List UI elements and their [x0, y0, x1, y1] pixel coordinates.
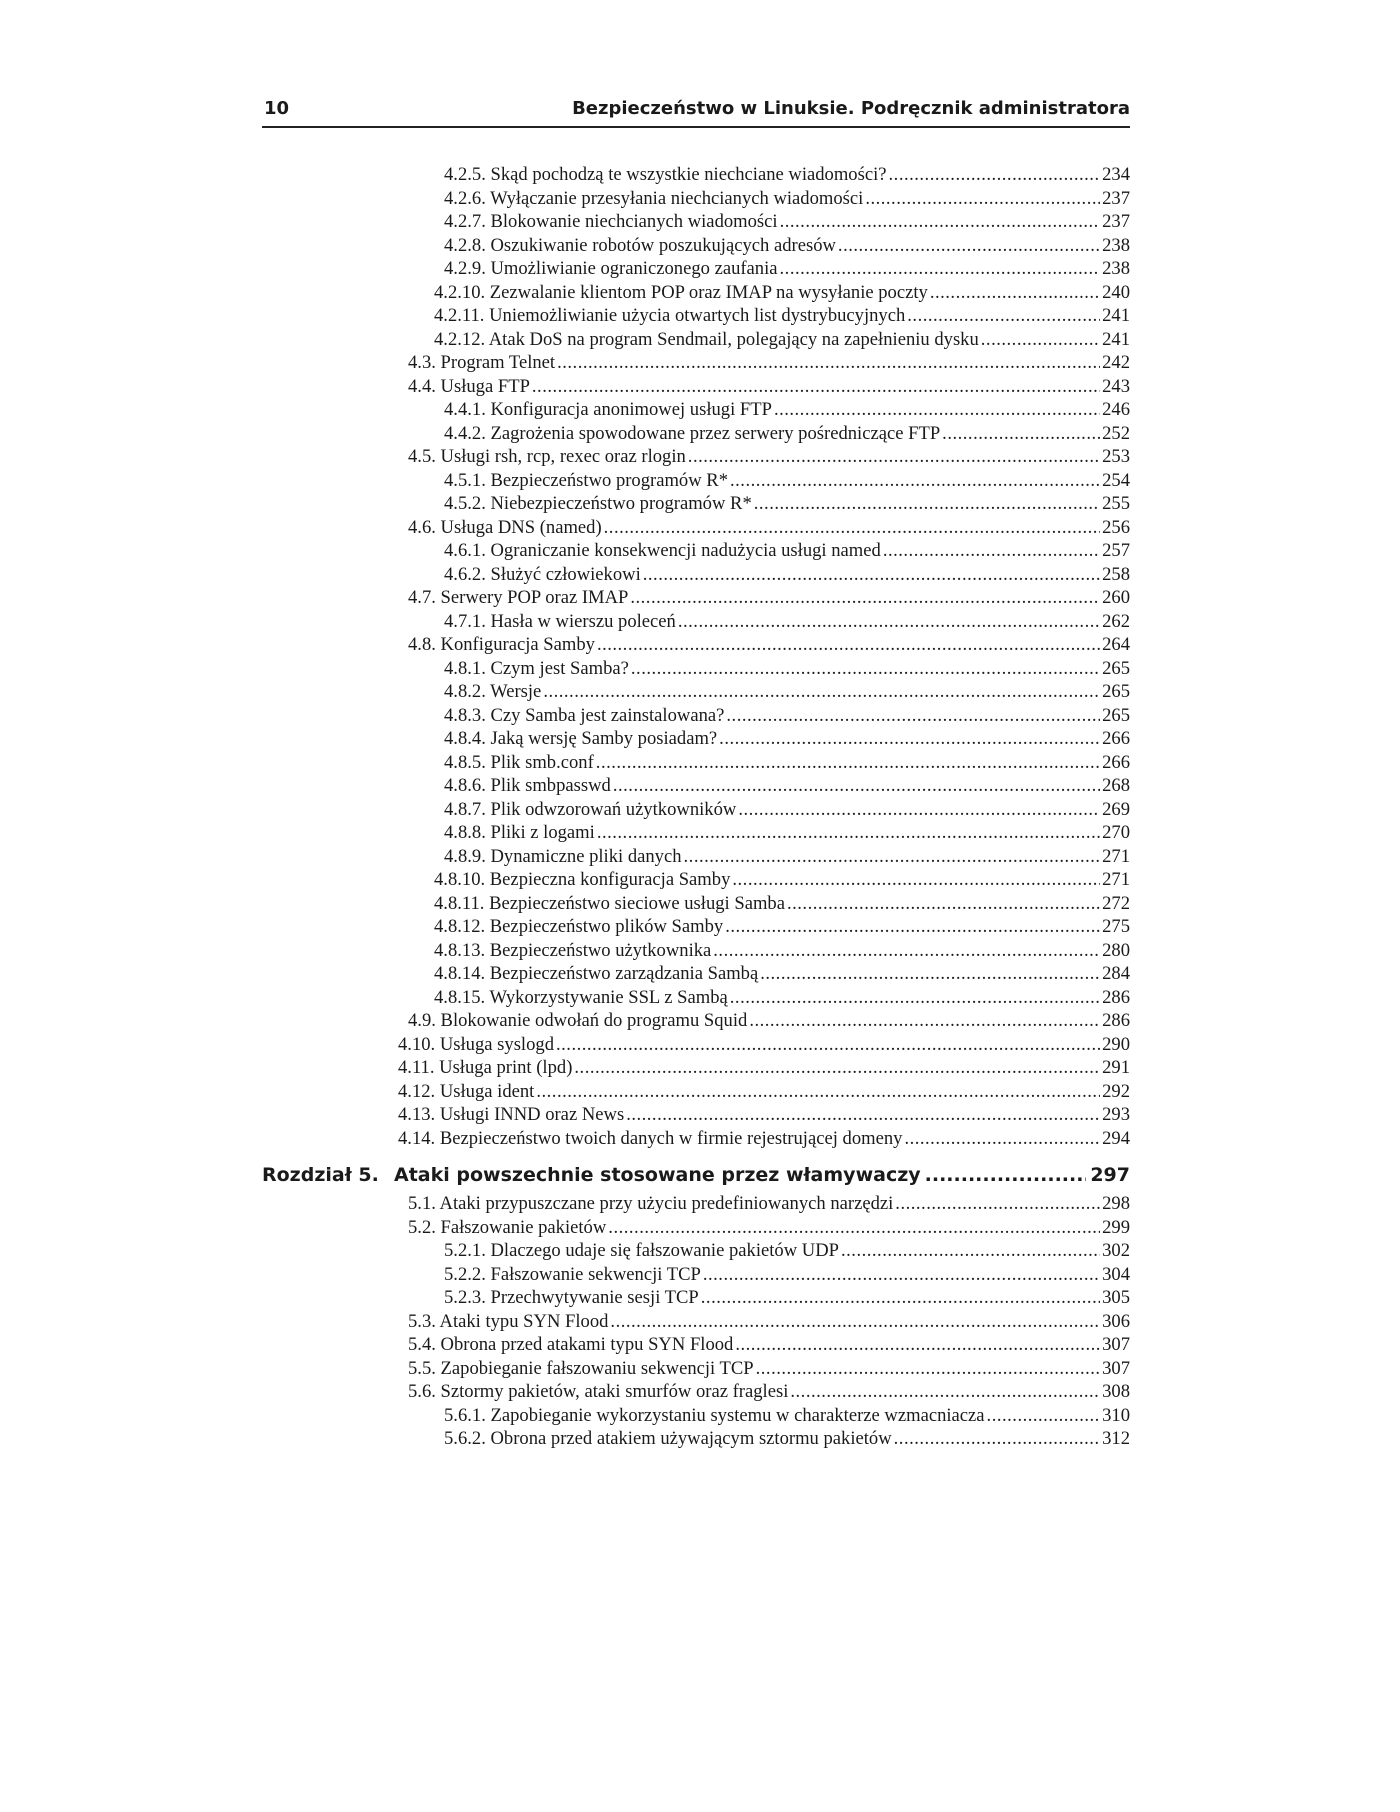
toc-page-number: 243	[1102, 375, 1130, 397]
toc-entry-title: 4.9. Blokowanie odwołań do programu Squid	[408, 1010, 748, 1031]
toc-entry	[262, 1056, 1130, 1080]
dot-leader	[688, 445, 1100, 469]
toc-page-number: 306	[1102, 1310, 1130, 1332]
toc-entry-title: 5.2. Fałszowanie pakietów	[408, 1216, 607, 1238]
toc-entry	[262, 633, 1130, 657]
toc-page-number: 264	[1102, 634, 1130, 655]
toc-entry	[262, 1310, 1130, 1334]
toc-page-number: 310	[1102, 1404, 1130, 1426]
dot-leader	[532, 375, 1100, 399]
toc-page-number: 298	[1102, 1193, 1130, 1214]
toc-entry	[262, 1333, 1130, 1357]
dot-leader	[735, 1333, 1100, 1357]
toc-entry	[262, 962, 1130, 986]
toc-entry	[262, 187, 1130, 211]
dot-leader	[730, 986, 1100, 1010]
toc-entry-title: 4.5.2. Niebezpieczeństwo programów R*	[444, 493, 752, 514]
toc-entry-title: 4.10. Usługa syslogd	[398, 1033, 554, 1055]
toc-page-number: 252	[1102, 422, 1130, 444]
toc-entry-title: 4.2.5. Skąd pochodzą te wszystkie niechciane wiadomości?	[444, 164, 887, 185]
toc-entry-title: 4.8.11. Bezpieczeństwo sieciowe usługi Samba	[434, 892, 785, 914]
toc-page-number: 290	[1102, 1033, 1130, 1055]
toc-entry	[262, 516, 1130, 540]
chapter-title: Ataki powszechnie stosowane przez włamywaczy	[394, 1164, 921, 1186]
toc-entry-title: 4.6.2. Służyć człowiekowi	[444, 563, 641, 585]
toc-entry	[262, 1404, 1130, 1428]
toc-entry-title: 4.2.8. Oszukiwanie robotów poszukujących adresów	[444, 234, 836, 256]
dot-leader	[894, 1427, 1100, 1451]
toc-entry-title: 5.3. Ataki typu SYN Flood	[408, 1310, 609, 1332]
dot-leader	[626, 1103, 1100, 1127]
toc-entry	[262, 868, 1130, 892]
toc-entry	[262, 1216, 1130, 1240]
dot-leader	[841, 1239, 1100, 1263]
toc-entry-title: 4.7.1. Hasła w wierszu poleceń	[444, 610, 676, 632]
toc-page-number: 260	[1102, 587, 1130, 608]
toc-entry	[262, 586, 1130, 610]
dot-leader	[760, 962, 1100, 986]
toc-page-number: 258	[1102, 563, 1130, 585]
toc-entry	[262, 328, 1130, 352]
toc-page-number: 271	[1102, 869, 1130, 890]
toc-page-number: 308	[1102, 1381, 1130, 1402]
toc-entry-title: 4.2.7. Blokowanie niechcianych wiadomości	[444, 211, 778, 232]
toc-entry-title: 4.8.10. Bezpieczna konfiguracja Samby	[434, 869, 731, 890]
toc-page-number: 262	[1102, 610, 1130, 632]
dot-leader	[536, 1080, 1100, 1104]
toc-entry	[262, 680, 1130, 704]
dot-leader	[904, 1127, 1100, 1151]
toc-entry-title: 5.6. Sztormy pakietów, ataki smurfów oraz fraglesi	[408, 1381, 789, 1402]
toc-entry-title: 4.8.13. Bezpieczeństwo użytkownika	[434, 939, 712, 961]
toc-entry	[262, 798, 1130, 822]
toc-entry-title: 4.2.12. Atak DoS na program Sendmail, polegający na zapełnieniu dysku	[434, 328, 979, 350]
toc-entry-title: 4.8.15. Wykorzystywanie SSL z Sambą	[434, 986, 728, 1008]
dot-leader	[780, 210, 1101, 234]
toc-entry-title: 4.5. Usługi rsh, rcp, rexec oraz rlogin	[408, 446, 686, 467]
toc-entry	[262, 257, 1130, 281]
toc-entry-title: 5.2.1. Dlaczego udaje się fałszowanie pakietów UDP	[444, 1240, 839, 1261]
dot-leader	[942, 422, 1100, 446]
toc-entry-title: 4.8.7. Plik odwzorowań użytkowników	[444, 798, 737, 820]
toc-entry-title: 4.8. Konfiguracja Samby	[408, 634, 595, 655]
toc-entry-title: 4.11. Usługa print (lpd)	[398, 1057, 573, 1078]
toc-entry	[262, 1286, 1130, 1310]
dot-leader	[608, 1216, 1100, 1240]
toc-page-number: 241	[1102, 305, 1130, 326]
dot-leader	[907, 304, 1100, 328]
toc-entry	[262, 774, 1130, 798]
toc-page-number: 265	[1102, 681, 1130, 702]
toc-entry-title: 4.8.1. Czym jest Samba?	[444, 657, 629, 679]
toc-entry-title: 4.4. Usługa FTP	[408, 375, 530, 397]
dot-leader	[556, 1033, 1100, 1057]
toc-page-number: 266	[1102, 751, 1130, 773]
dot-leader	[597, 821, 1100, 845]
dot-leader	[678, 610, 1100, 634]
dot-leader	[604, 516, 1100, 540]
dot-leader	[597, 633, 1100, 657]
page-number: 10	[264, 98, 290, 119]
toc-entry	[262, 751, 1130, 775]
dot-leader	[630, 586, 1100, 610]
toc-entry	[262, 1009, 1130, 1033]
toc-page-number: 299	[1102, 1216, 1130, 1238]
dot-leader	[889, 163, 1101, 187]
toc-entry-title: 4.2.9. Umożliwianie ograniczonego zaufania	[444, 258, 778, 279]
toc-entry	[262, 469, 1130, 493]
toc-entry-title: 4.8.14. Bezpieczeństwo zarządzania Sambą	[434, 963, 759, 984]
toc-entry-title: 4.2.10. Zezwalanie klientom POP oraz IMAP na wysyłanie poczty	[434, 281, 928, 303]
toc-page-number: 254	[1102, 469, 1130, 491]
toc-page-number: 293	[1102, 1104, 1130, 1125]
toc-page-number: 270	[1102, 822, 1130, 843]
dot-leader	[557, 351, 1100, 375]
dot-leader	[713, 939, 1100, 963]
dot-leader	[703, 1263, 1100, 1287]
toc-page-number: 246	[1102, 399, 1130, 420]
toc-entry-title: 4.8.3. Czy Samba jest zainstalowana?	[444, 704, 725, 726]
toc-entry	[262, 304, 1130, 328]
dot-leader	[790, 1380, 1100, 1404]
toc-entry	[262, 375, 1130, 399]
dot-leader	[925, 1160, 1087, 1190]
toc-entry-title: 4.2.6. Wyłączanie przesyłania niechcianych wiadomości	[444, 187, 864, 209]
running-header	[262, 96, 1130, 128]
toc-page-number: 305	[1102, 1287, 1130, 1308]
toc-chapter-entry	[262, 1160, 1130, 1190]
dot-leader	[732, 868, 1100, 892]
toc-entry	[262, 281, 1130, 305]
toc-page-number: 304	[1102, 1263, 1130, 1285]
dot-leader	[730, 469, 1100, 493]
toc-entry	[262, 1103, 1130, 1127]
toc-page-number: 291	[1102, 1057, 1130, 1078]
toc-entry	[262, 939, 1130, 963]
toc-entry	[262, 704, 1130, 728]
toc-page-number: 297	[1090, 1164, 1130, 1186]
dot-leader	[725, 915, 1100, 939]
dot-leader	[631, 657, 1100, 681]
toc-entry	[262, 1380, 1130, 1404]
dot-leader	[596, 751, 1100, 775]
toc-entry-title: 5.6.1. Zapobieganie wykorzystaniu systemu w charakterze wzmacniacza	[444, 1404, 985, 1426]
toc-page-number: 265	[1102, 657, 1130, 679]
toc-entry	[262, 1080, 1130, 1104]
toc-entry-title: 4.13. Usługi INND oraz News	[398, 1104, 625, 1125]
toc-entry	[262, 163, 1130, 187]
toc-entry	[262, 1192, 1130, 1216]
toc-entry	[262, 657, 1130, 681]
toc-page-number: 294	[1102, 1127, 1130, 1149]
toc-page-number: 269	[1102, 798, 1130, 820]
dot-leader	[684, 845, 1101, 869]
dot-leader	[754, 492, 1100, 516]
toc-entry	[262, 915, 1130, 939]
toc-page-number: 241	[1102, 328, 1130, 350]
toc-entry-title: 4.14. Bezpieczeństwo twoich danych w firmie rejestrującej domeny	[398, 1127, 903, 1149]
dot-leader	[613, 774, 1100, 798]
toc-page-number: 292	[1102, 1080, 1130, 1102]
toc-entry	[262, 986, 1130, 1010]
dot-leader	[987, 1404, 1101, 1428]
toc-entry	[262, 1427, 1130, 1451]
dot-leader	[895, 1192, 1100, 1216]
toc-page-number: 268	[1102, 775, 1130, 796]
toc-entry	[262, 892, 1130, 916]
toc-page-number: 302	[1102, 1240, 1130, 1261]
toc-page-number: 237	[1102, 187, 1130, 209]
dot-leader	[719, 727, 1100, 751]
toc-entry	[262, 539, 1130, 563]
toc-entry-title: 4.8.4. Jaką wersję Samby posiadam?	[444, 728, 718, 749]
dot-leader	[749, 1009, 1100, 1033]
toc-entry-title: 4.7. Serwery POP oraz IMAP	[408, 587, 629, 608]
toc-page-number: 312	[1102, 1428, 1130, 1449]
toc-entry	[262, 727, 1130, 751]
dot-leader	[756, 1357, 1100, 1381]
toc-page-number: 240	[1102, 281, 1130, 303]
toc-page-number: 242	[1102, 352, 1130, 373]
toc-entry	[262, 492, 1130, 516]
toc-page-number: 253	[1102, 446, 1130, 467]
dot-leader	[930, 281, 1100, 305]
toc-entry-title: 5.2.2. Fałszowanie sekwencji TCP	[444, 1263, 701, 1285]
toc-entry-title: 5.5. Zapobieganie fałszowaniu sekwencji TCP	[408, 1357, 754, 1379]
toc-page-number: 265	[1102, 704, 1130, 726]
toc-entry-title: 5.1. Ataki przypuszczane przy użyciu predefiniowanych narzędzi	[408, 1193, 894, 1214]
toc-entry	[262, 1239, 1130, 1263]
toc-entry-title: 4.8.12. Bezpieczeństwo plików Samby	[434, 916, 724, 937]
toc-entry	[262, 1357, 1130, 1381]
toc-entry-title: 5.6.2. Obrona przed atakiem używającym sztormu pakietów	[444, 1428, 892, 1449]
toc-entry-title: 4.6. Usługa DNS (named)	[408, 516, 602, 538]
toc-entry	[262, 845, 1130, 869]
dot-leader	[543, 680, 1100, 704]
toc-entry	[262, 234, 1130, 258]
toc-entry	[262, 821, 1130, 845]
toc-entry	[262, 1263, 1130, 1287]
toc-entry-title: 4.3. Program Telnet	[408, 352, 556, 373]
toc-entry-title: 4.6.1. Ograniczanie konsekwencji nadużycia usługi named	[444, 540, 881, 561]
toc-page-number: 286	[1102, 1010, 1130, 1031]
toc-page-number: 234	[1102, 164, 1130, 185]
dot-leader	[780, 257, 1101, 281]
dot-leader	[981, 328, 1100, 352]
toc-page-number: 238	[1102, 258, 1130, 279]
toc-entry-title: 4.8.6. Plik smbpasswd	[444, 775, 611, 796]
toc-page-number: 272	[1102, 892, 1130, 914]
table-of-contents	[262, 163, 1130, 1451]
toc-entry-title: 4.4.2. Zagrożenia spowodowane przez serwery pośredniczące FTP	[444, 422, 941, 444]
toc-page-number: 275	[1102, 916, 1130, 937]
toc-entry	[262, 422, 1130, 446]
book-title: Bezpieczeństwo w Linuksie. Podręcznik administratora	[572, 98, 1130, 119]
dot-leader	[883, 539, 1100, 563]
toc-entry-title: 4.2.11. Uniemożliwianie użycia otwartych list dystrybucyjnych	[434, 305, 906, 326]
dot-leader	[738, 798, 1100, 822]
toc-entry	[262, 398, 1130, 422]
toc-entry	[262, 1033, 1130, 1057]
toc-page-number: 255	[1102, 493, 1130, 514]
toc-entry	[262, 210, 1130, 234]
dot-leader	[838, 234, 1100, 258]
dot-leader	[774, 398, 1100, 422]
toc-entry-title: 4.12. Usługa ident	[398, 1080, 535, 1102]
toc-entry	[262, 610, 1130, 634]
toc-entry-title: 5.4. Obrona przed atakami typu SYN Flood	[408, 1334, 734, 1355]
toc-entry	[262, 1127, 1130, 1151]
toc-entry-title: 4.8.2. Wersje	[444, 681, 542, 702]
toc-page-number: 271	[1102, 845, 1130, 867]
toc-entry	[262, 351, 1130, 375]
toc-page-number: 238	[1102, 234, 1130, 256]
dot-leader	[726, 704, 1100, 728]
toc-entry	[262, 563, 1130, 587]
dot-leader	[643, 563, 1100, 587]
toc-entry-title: 4.8.5. Plik smb.conf	[444, 751, 594, 773]
toc-entry-title: 5.2.3. Przechwytywanie sesji TCP	[444, 1287, 699, 1308]
toc-entry-title: 4.8.9. Dynamiczne pliki danych	[444, 845, 682, 867]
toc-page-number: 280	[1102, 939, 1130, 961]
toc-page-number: 286	[1102, 986, 1130, 1008]
toc-page-number: 307	[1102, 1334, 1130, 1355]
dot-leader	[610, 1310, 1100, 1334]
dot-leader	[787, 892, 1100, 916]
toc-page-number: 256	[1102, 516, 1130, 538]
toc-entry-title: 4.4.1. Konfiguracja anonimowej usługi FTP	[444, 399, 772, 420]
toc-page-number: 237	[1102, 211, 1130, 232]
toc-entry	[262, 445, 1130, 469]
toc-entry-title: 4.8.8. Pliki z logami	[444, 822, 595, 843]
dot-leader	[865, 187, 1100, 211]
toc-page-number: 266	[1102, 728, 1130, 749]
chapter-label: Rozdział 5.	[262, 1164, 379, 1186]
dot-leader	[574, 1056, 1100, 1080]
toc-page-number: 307	[1102, 1357, 1130, 1379]
toc-page-number: 257	[1102, 540, 1130, 561]
toc-entry-title: 4.5.1. Bezpieczeństwo programów R*	[444, 469, 728, 491]
dot-leader	[701, 1286, 1100, 1310]
toc-page-number: 284	[1102, 963, 1130, 984]
